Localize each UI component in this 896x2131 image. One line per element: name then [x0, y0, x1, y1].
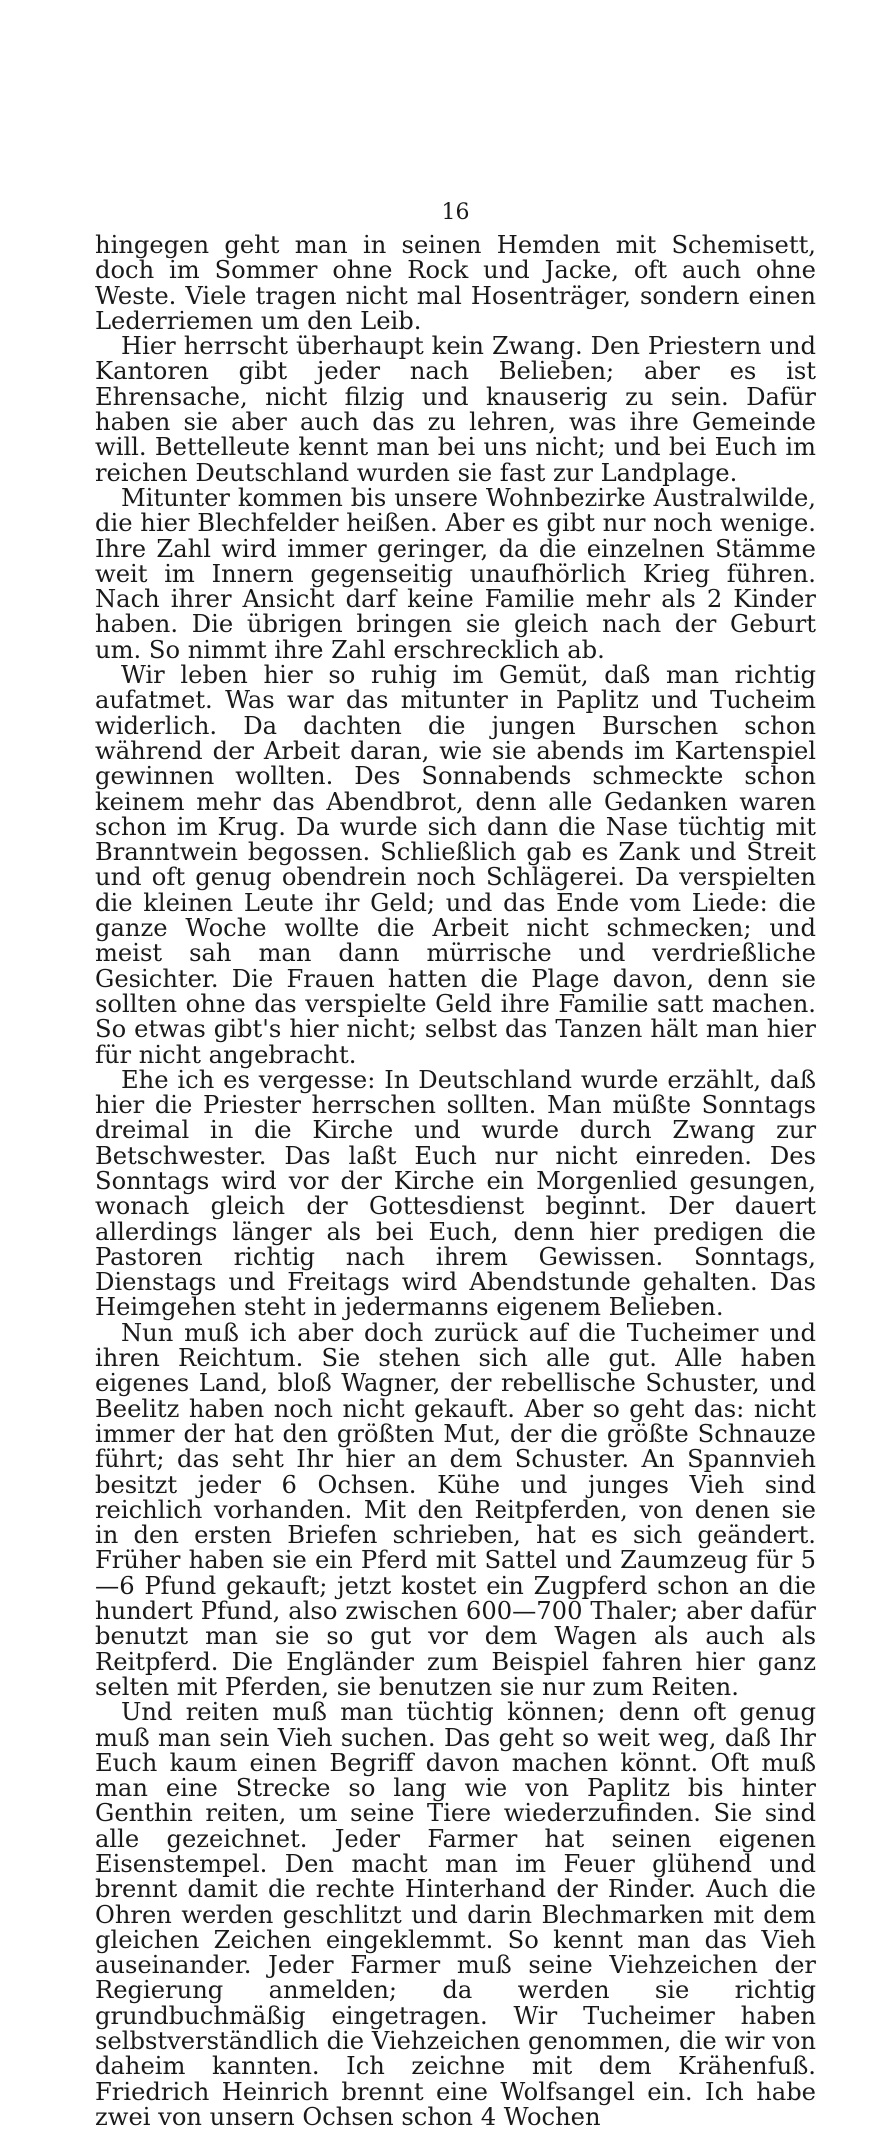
paragraph-2: Hier herrscht überhaupt kein Zwang. Den Priestern und Kantoren gibt jeder nach Belieben; aber es ist Ehrensache, nicht filzig und knauserig zu sein. Dafür haben sie aber auch das zu lehren, was ihre Gemeinde will. Bettelleute kennt man bei uns nicht; und bei Euch im reichen Deutschland wurden sie fast zur Landplage. — [95, 332, 816, 487]
page-number: 16 — [441, 200, 470, 225]
paragraph-4: Wir leben hier so ruhig im Gemüt, daß man richtig aufatmet. Was war das mitunter in Paplitz und Tucheim widerlich. Da dachten die jungen Burschen schon während der Arbeit daran, wie sie abends im Kartenspiel gewinnen wollten. Des Sonnabends schmeckte schon keinem mehr das Abendbrot, denn alle Gedanken waren schon im Krug. Da wurde sich dann die Nase tüchtig mit Branntwein begossen. Schließlich gab es Zank und Streit und oft genug obendrein noch Schlägerei. Da verspielten die kleinen Leute ihr Geld; und das Ende vom Liede: die ganze Woche wollte die Arbeit nicht schmecken; und meist sah man dann mürrische und verdrießliche Gesichter. Die Frauen hatten die Plage davon, denn sie sollten ohne das verspielte Geld ihre Familie satt machen. So etwas gibt's hier nicht; selbst das Tanzen hält man hier für nicht angebracht. — [95, 661, 816, 1069]
paragraph-7: Und reiten muß man tüchtig können; denn oft genug muß man sein Vieh suchen. Das geht so weit weg, daß Ihr Euch kaum einen Begriff davon machen könnt. Oft muß man eine Strecke so lang wie von Paplitz bis hinter Genthin reiten, um seine Tiere wiederzufinden. Sie sind alle gezeichnet. Jeder Farmer hat seinen eigenen Eisenstempel. Den macht man im Feuer glühend und brennt damit die rechte Hinterhand der Rinder. Auch die Ohren werden geschlitzt und darin Blechmarken mit dem gleichen Zeichen eingeklemmt. So kennt man das Vieh auseinander. Jeder Farmer muß seine Viehzeichen der Regierung anmelden; da werden sie richtig grundbuchmäßig eingetragen. Wir Tucheimer haben selbstverständlich die Viehzeichen genommen, die wir von daheim kannten. Ich zeichne mit dem Krähenfuß. Friedrich Heinrich brennt eine Wolfsangel ein. Ich habe zwei von unsern Ochsen schon 4 Wochen — [95, 1698, 816, 2131]
paragraph-6: Nun muß ich aber doch zurück auf die Tucheimer und ihren Reichtum. Sie stehen sich alle gut. Alle haben eigenes Land, bloß Wagner, der rebellische Schuster, und Beelitz haben noch nicht gekauft. Aber so geht das: nicht immer der hat den größten Mut, der die größte Schnauze führt; das seht Ihr hier an dem Schuster. An Spannvieh besitzt jeder 6 Ochsen. Kühe und junges Vieh sind reichlich vorhanden. Mit den Reitpferden, von denen sie in den ersten Briefen schrieben, hat es sich geändert. Früher haben sie ein Pferd mit Sattel und Zaumzeug für 5—6 Pfund gekauft; jetzt kostet ein Zugpferd schon an die hundert Pfund, also zwischen 600—700 Thaler; aber dafür benutzt man sie so gut vor dem Wagen als auch als Reitpferd. Die Engländer zum Beispiel fahren hier ganz selten mit Pferden, sie benutzen sie nur zum Reiten. — [95, 1318, 816, 1701]
paragraph-1: hingegen geht man in seinen Hemden mit Schemisett, doch im Sommer ohne Rock und Jacke, oft auch ohne Weste. Viele tragen nicht mal Hosenträger, sondern einen Lederriemen um den Leib. — [95, 231, 816, 335]
paragraph-3: Mitunter kommen bis unsere Wohnbezirke Australwilde, die hier Blechfelder heißen. Aber es gibt nur noch wenige. Ihre Zahl wird immer geringer, da die einzelnen Stämme weit im Innern gegenseitig unaufhörlich Krieg führen. Nach ihrer Ansicht darf keine Familie mehr als 2 Kinder haben. Die übrigen bringen sie gleich nach der Geburt um. So nimmt ihre Zahl erschrecklich ab. — [95, 483, 816, 664]
paragraph-5: Ehe ich es vergesse: In Deutschland wurde erzählt, daß hier die Priester herrschen sollten. Man müßte Sonntags dreimal in die Kirche und wurde durch Zwang zur Betschwester. Das laßt Euch nur nicht einreden. Des Sonntags wird vor der Kirche ein Morgenlied gesungen, wonach gleich der Gottesdienst beginnt. Der dauert allerdings länger als bei Euch, denn hier predigen die Pastoren richtig nach ihrem Gewissen. Sonntags, Dienstags und Freitags wird Abendstunde gehalten. Das Heimgehen steht in jedermanns eigenem Belieben. — [95, 1065, 816, 1322]
